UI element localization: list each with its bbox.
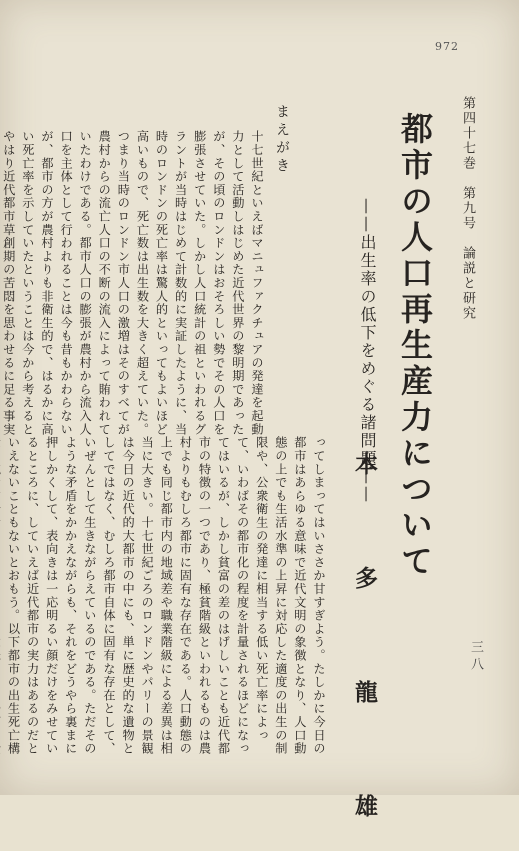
body-text-lower: ってしまってはいささか甘すぎよう。たしかに今日の都市はあらゆる意味で近代文明の象徴となり、人口動態の上でも生活水準の上昇に対応した適度の出生の制限や、公衆衛生の発達に相当する低い死亡率によって、いわばその都市化の程度を計量されるほどになってはいるが、しかし貧富の差のはげしいことも近代都市の特徴の一つであり、極貧階級といわれるものは農村よりもむしろ都市に固有な存在である。人口動態の上でも同じ都市内の地域差や職業階級による差異は相当に大きい。十七世紀ごろのロンドンやパリーの景観は今日の近代的大都市の中にも、単に歴史的な遺物としてではなく、むしろ都市自体に固有な存在として、いぜんとして生きながらえているのである。ただそのような矛盾をかかえながらも、それをどうやら裏まに押しかくして、表向きは一応明るい顔だけをみせているところに、していえば近代都市の実力はあるのだといえないこともないとおもう。以下都市の出生死亡構 (6, 436, 326, 756)
body-text-upper: 十七世紀といえばマニュファクチュアの発達を起動力として活動しはじめた近代世界の黎明期であったが、その頃のロンドンはおそろしい勢でその人口を膨張させていた。しかし人口統計の祖といわれるグラントが当時はじめて計数的に実証したように、当時のロンドンの死亡率は驚人的といってもよいほど高いもので、死亡数は出生数を大きく超えていた。つまり当時のロンドン市人口の激増はそのすべてが農村からの流亡人口の不断の流入によって賄われていたわけである。都市人口の膨張が農村から流入人口を主体として行われることは今も昔もかわらないが、都市の方が農村よりも非衛生的で、はるかに高い死亡率を示していたということは今から考えるとやはり近代都市草創期の苦悶を思わせるに足る事実 (1, 130, 264, 436)
page-number: 972 (435, 40, 459, 53)
margin-page-number: 三八 (468, 640, 483, 674)
journal-series-label: 第四十七巻 第九号 論説と研究 (460, 96, 475, 321)
section-heading: まえがき (274, 104, 290, 176)
article-title: 都市の人口再生産力について (396, 112, 434, 580)
article-subtitle: ——出生率の低下をめぐる諸問題—— (358, 198, 377, 504)
author-name: 本 多 龍 雄 (351, 452, 378, 851)
